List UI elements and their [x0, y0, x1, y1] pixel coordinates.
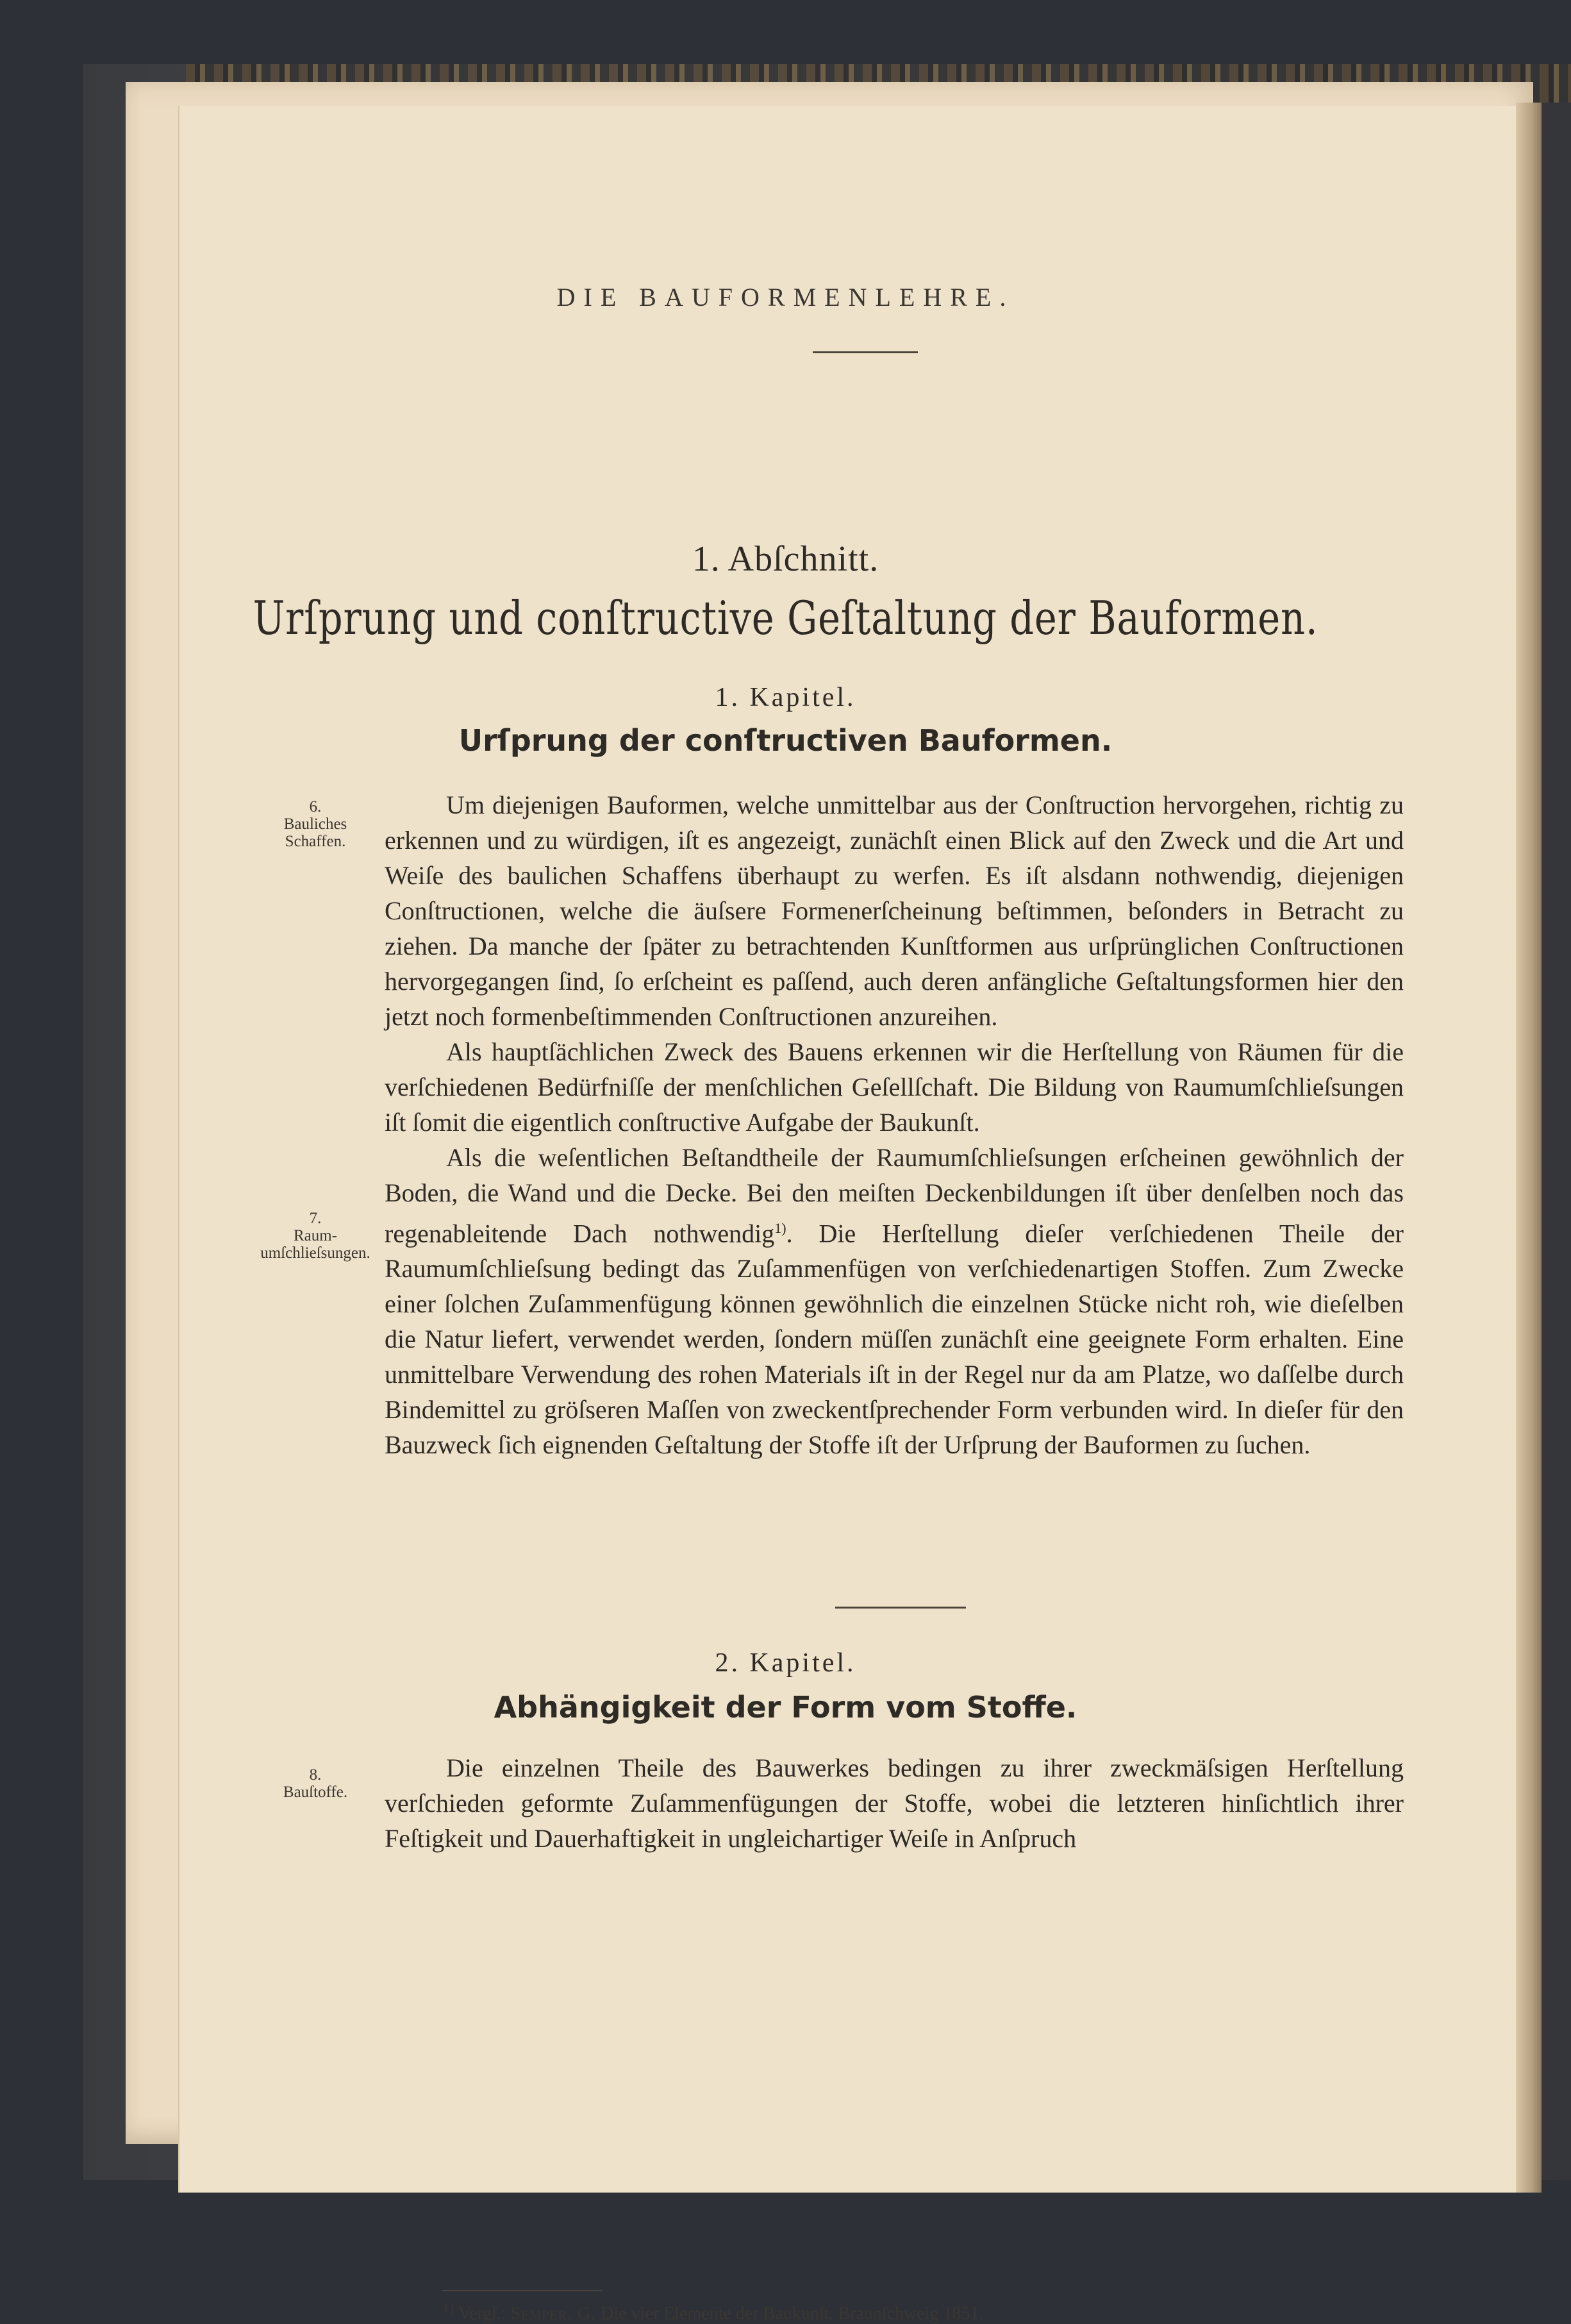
chapter-divider [835, 1607, 966, 1609]
marginal-number: 7. [309, 1210, 322, 1227]
paragraph: Die einzelnen Theile des Bauwerkes bedingen zu ihrer zweckmäſsigen Herſtellung verſchieden geformte Zuſammenfügungen der Stoffe, wobei die letzteren hinſichtlich ihrer Feſtigkeit und Dauerhaftigkeit in ungleichartiger Weiſe in Anſpruch [385, 1753, 1404, 1853]
footnote-reference: 1) [774, 1220, 786, 1236]
chapter-1-label: 1. Kapitel. [715, 683, 856, 712]
marginal-note-8 [251, 1766, 379, 1801]
footnote-mark: 1) [442, 2300, 454, 2316]
marginal-number: 8. [309, 1766, 322, 1784]
marginal-number: 6. [309, 798, 322, 815]
footnote-author: Semper, G. [510, 2303, 597, 2324]
chapter-2-title: Abhängigkeit der Form vom Stoffe. [494, 1690, 1077, 1725]
marginal-text: Bauſtoffe. [283, 1784, 348, 1801]
running-head: DIE BAUFORMENLEHRE. [556, 283, 1015, 312]
marginal-text: Schaffen. [285, 833, 346, 850]
footnote-prefix: Vergl.: [458, 2303, 511, 2324]
footnote [442, 2300, 1340, 2324]
chapter-2-label: 2. Kapitel. [715, 1648, 856, 1678]
paragraph: Als hauptſächlichen Zweck des Bauens erkennen wir die Herſtellung von Räumen für die verſchiedenen Bedürfniſſe der menſchlichen Geſellſchaft. Die Bildung von Raumumſchlieſsungen iſt ſomit die eigentlich conſtructive Aufgabe der Baukunſt. [385, 1037, 1404, 1137]
chapter-1-title: Urſprung der conſtructiven Bauformen. [458, 723, 1113, 758]
paragraph-text: Als die weſentlichen Beſtandtheile der Raumumſchlieſsungen erſcheinen gewöhnlich der Boden, die Wand und die Decke. Bei den meiſten Deckenbildungen iſt über denſelben noch das regenableitende Dach nothwendig [385, 1143, 1404, 1248]
section-title: Urſprung und conſtructive Geſtaltung der Bauformen. [253, 591, 1318, 645]
marginal-text: umſchlieſsungen. [260, 1244, 370, 1262]
head-rule [813, 351, 918, 353]
section-label: 1. Abſchnitt. [692, 539, 879, 579]
chapter-1-body [385, 787, 1404, 1462]
paragraph: Um diejenigen Bauformen, welche unmittelbar aus der Conſtruction hervorgehen, richtig zu erkennen und zu würdigen, iſt es angezeigt, zunächſt einen Blick auf den Zweck und die Art und Weiſe des baulichen Schaffens überhaupt zu werfen. Es iſt alsdann nothwendig, diejenigen Conſtructionen, welche die äuſsere Formenerſcheinung beſtimmen, beſonders in Betracht zu ziehen. Da manche der ſpäter zu betrachtenden Kunſtformen aus urſprünglichen Conſtructionen hervorgegangen ſind, ſo erſcheint es paſſend, auch deren anfängliche Geſtaltungsformen hier den jetzt noch formenbeſtimmenden Conſtructionen anzureihen. [385, 790, 1404, 1031]
marginal-text: Bauliches [283, 815, 347, 833]
marginal-note-6 [251, 798, 379, 850]
marginal-text: Raum- [293, 1227, 338, 1244]
footnote-rule [442, 2290, 603, 2291]
footnote-text: Die vier Elemente der Baukunſt. Braunſchweig 1851. [596, 2303, 984, 2324]
marginal-note-7 [251, 1210, 379, 1262]
paragraph [385, 1140, 1404, 1462]
paragraph-text: . Die Herſtellung dieſer verſchiedenen Theile der Raumumſchlieſsung bedingt das Zuſammenfügen von verſchiedenartigen Stoffen. Zum Zwecke einer ſolchen Zuſammenfügung können gewöhnlich die einzelnen Stücke nicht roh, wie dieſelben die Natur liefert, verwendet werden, ſondern müſſen zunächſt eine geeignete Form erhalten. Eine unmittelbare Verwendung des rohen Materials iſt in der Regel nur da am Platze, wo daſſelbe durch Bindemittel zu gröſseren Maſſen von zweckentſprechender Form verbunden wird. In dieſer für den Bauzweck ſich eignenden Geſtaltung der Stoffe iſt der Urſprung der Bauformen zu ſuchen. [385, 1219, 1404, 1460]
chapter-2-body [385, 1750, 1404, 1856]
